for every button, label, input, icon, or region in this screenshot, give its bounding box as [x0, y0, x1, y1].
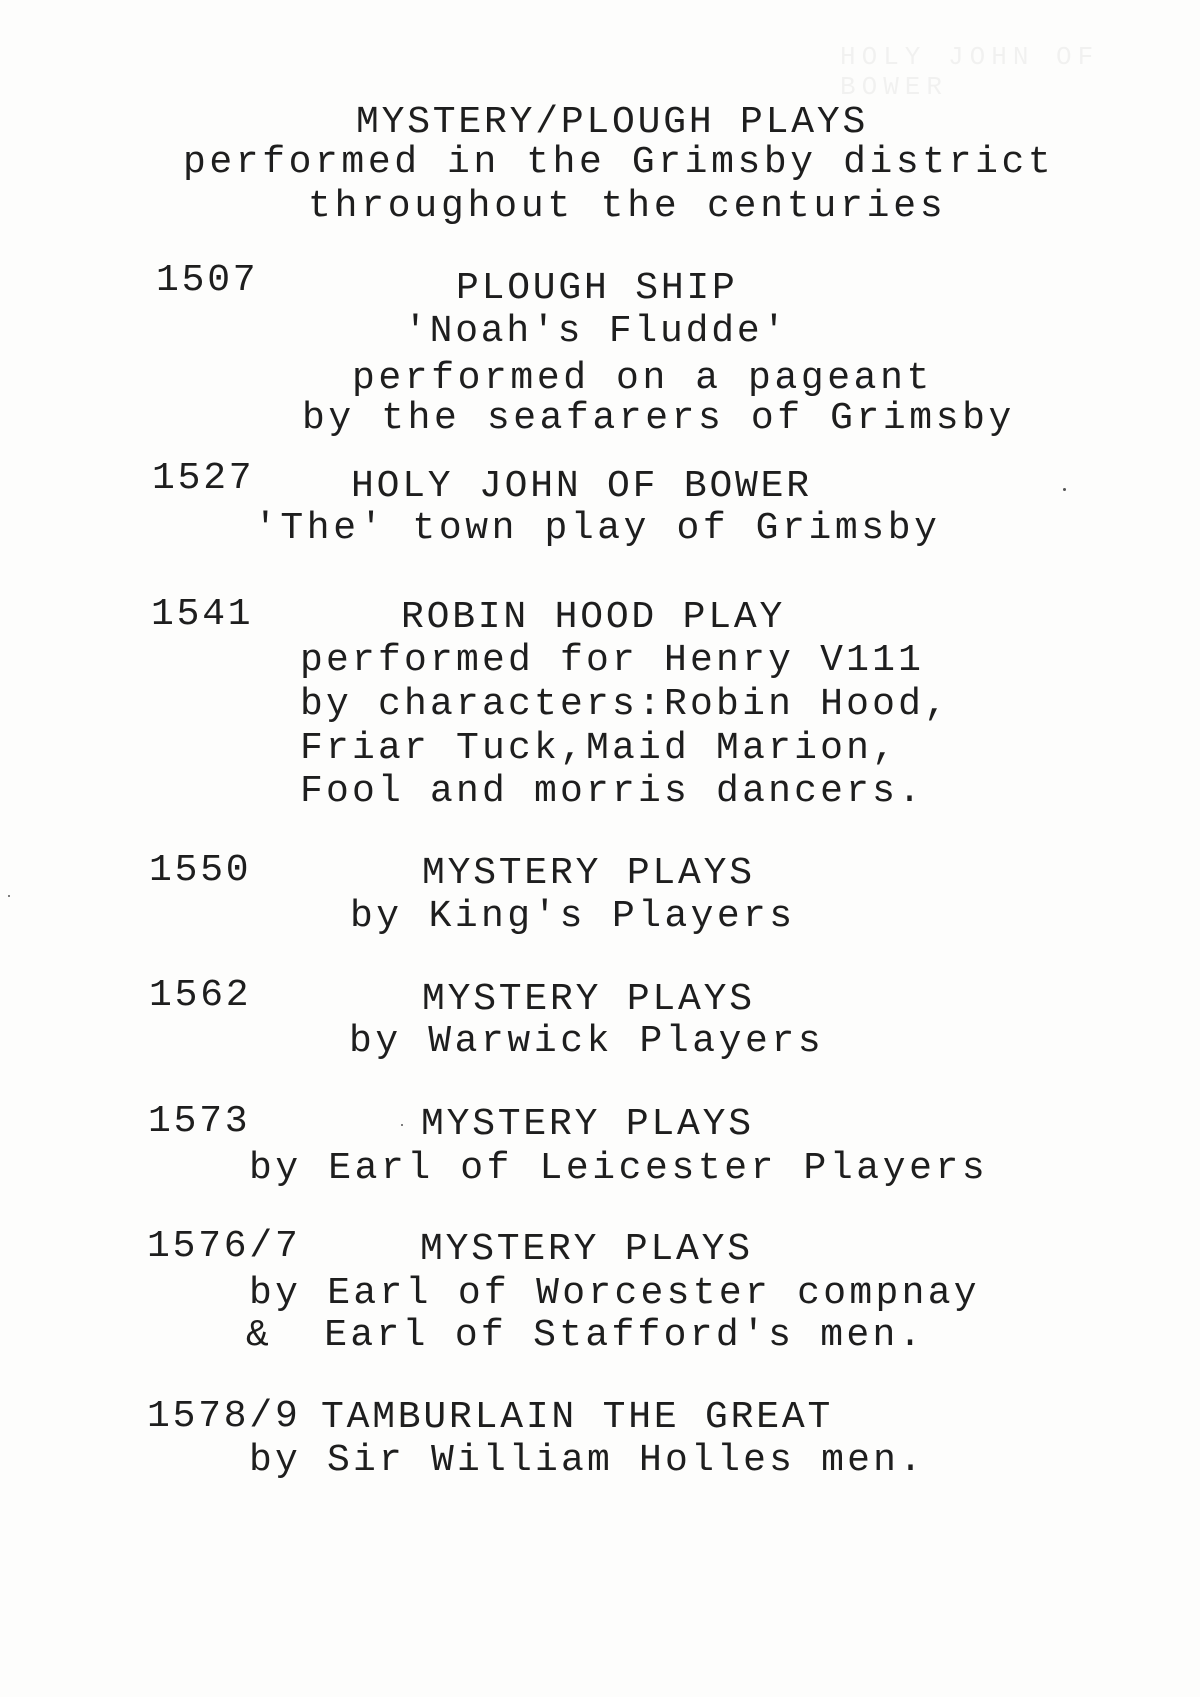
entry-line: by characters:Robin Hood, — [300, 683, 951, 726]
entry-year: 1527 — [152, 457, 255, 500]
entry-line: Friar Tuck,Maid Marion, — [300, 727, 899, 770]
entry-line: by King's Players — [350, 895, 796, 938]
page-subtitle-line-1: performed in the Grimsby district — [183, 141, 1055, 184]
page-title: MYSTERY/PLOUGH PLAYS — [356, 101, 869, 144]
entry-year: 1562 — [149, 974, 252, 1017]
entry-title: TAMBURLAIN THE GREAT — [321, 1396, 834, 1439]
entry-line: by Sir William Holles men. — [249, 1439, 926, 1482]
entry-title: MYSTERY PLAYS — [422, 978, 755, 1021]
entry-line: Fool and morris dancers. — [300, 770, 925, 813]
scan-speck — [1063, 488, 1066, 491]
entry-title: MYSTERY PLAYS — [421, 1103, 754, 1146]
entry-year: 1507 — [156, 259, 259, 302]
show-through-text — [840, 42, 1200, 102]
entry-line: 'Noah's Fludde' — [404, 310, 789, 353]
entry-line: & Earl of Stafford's men. — [246, 1314, 925, 1357]
entry-title: ROBIN HOOD PLAY — [401, 596, 786, 639]
entry-title: HOLY JOHN OF BOWER — [351, 465, 812, 508]
page-subtitle-line-2: throughout the centuries — [308, 185, 947, 228]
entry-year: 1573 — [148, 1100, 251, 1143]
entry-year: 1576/7 — [147, 1225, 301, 1268]
entry-title: PLOUGH SHIP — [456, 267, 738, 310]
entry-line: performed for Henry V111 — [300, 639, 925, 682]
entry-line: 'The' town play of Grimsby — [254, 507, 941, 550]
entry-title: MYSTERY PLAYS — [420, 1228, 753, 1271]
scan-speck — [8, 895, 10, 897]
scan-speck — [401, 1124, 403, 1126]
entry-year: 1550 — [149, 849, 252, 892]
entry-year: 1541 — [151, 593, 254, 636]
entry-title: MYSTERY PLAYS — [422, 852, 755, 895]
entry-line: performed on a pageant — [352, 357, 933, 400]
entry-year: 1578/9 — [147, 1395, 301, 1438]
entry-line: by Earl of Worcester compnay — [249, 1272, 980, 1315]
entry-line: by Warwick Players — [349, 1020, 825, 1063]
entry-line: by the seafarers of Grimsby — [302, 397, 1015, 440]
entry-line: by Earl of Leicester Players — [249, 1147, 989, 1190]
